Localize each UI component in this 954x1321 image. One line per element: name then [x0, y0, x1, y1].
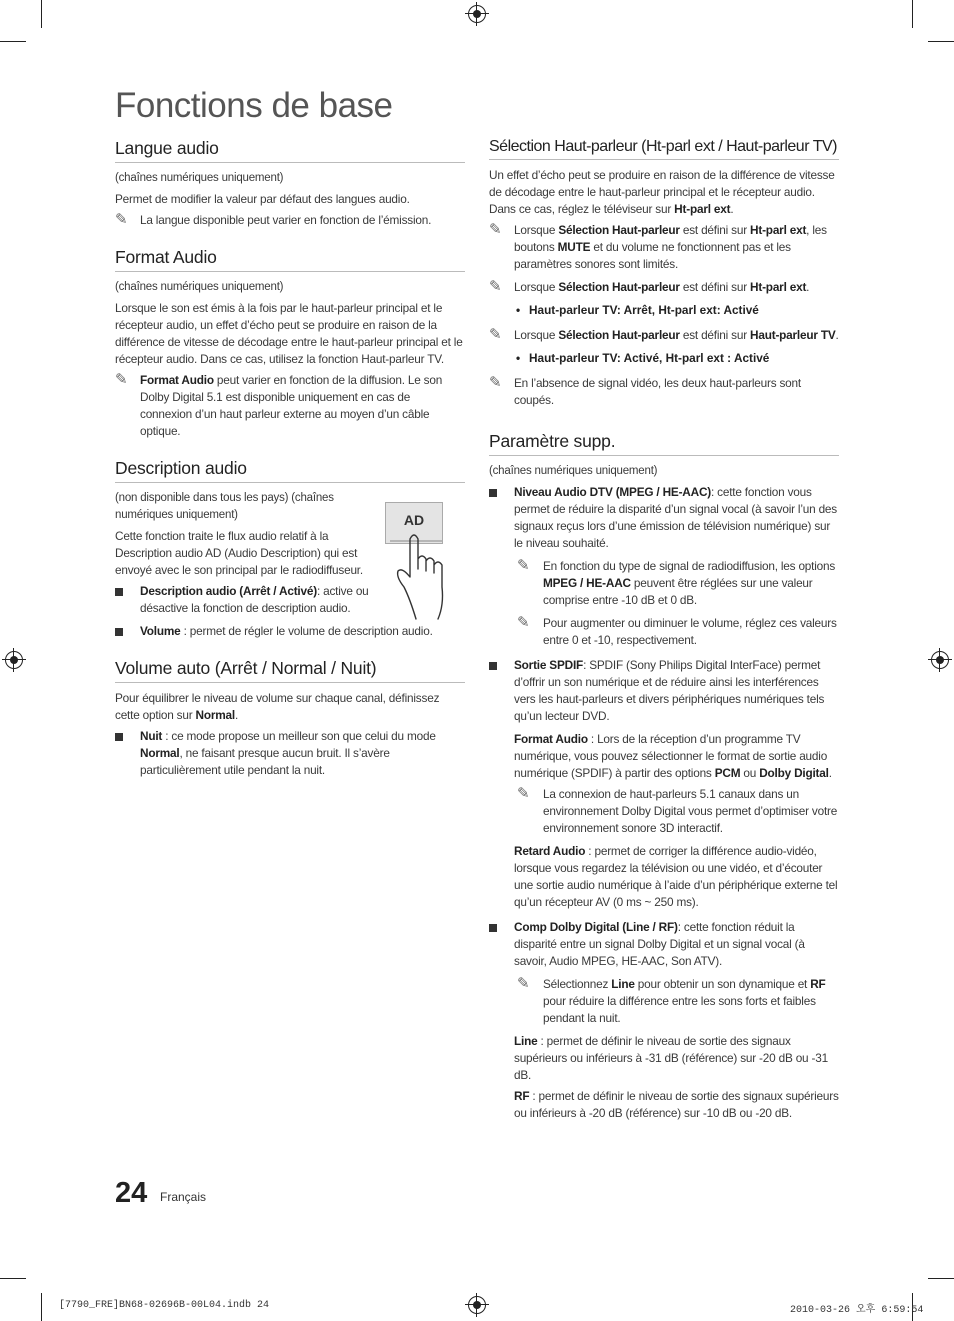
pencil-icon: ✎: [517, 975, 530, 992]
square-bullet-icon: [489, 489, 497, 497]
scope-text: (chaînes numériques uniquement): [115, 281, 284, 293]
square-bullet-icon: [115, 588, 123, 596]
pencil-icon: ✎: [517, 614, 530, 631]
note: ✎ Pour augmenter ou diminuer le volume, réglez ces valeurs entre 0 et -10, respectivement.: [517, 614, 837, 647]
left-column: [115, 138, 465, 797]
sub-item-text: Retard Audio : permet de corriger la différence audio-vidéo, lorsque vous regardez la télévision ou une vidéo, et d’écouter une sortie audio numérique à l’aide d’un périphérique externe tel qu’un récepteur AV (0 ms ~ 250 ms).: [514, 844, 838, 909]
square-bullet-icon: [489, 924, 497, 932]
note: ✎ Sélectionnez Line pour obtenir un son dynamique et RF pour réduire la différence entre les sons forts et faibles pendant la nuit.: [517, 975, 826, 1025]
registration-mark-icon: [5, 651, 23, 669]
scope-text: (chaînes numériques uniquement): [115, 172, 284, 184]
page-language: Français: [160, 1190, 207, 1204]
sub-item-text: RF : permet de définir le niveau de sortie des signaux supérieurs ou inférieurs à -20 dB (référence) sur -10 dB ou -20 dB.: [514, 1089, 839, 1120]
scope-text: (non disponible dans tous les pays) (chaînes numériques uniquement): [115, 492, 334, 521]
note: ✎ Lorsque Sélection Haut-parleur est défini sur Ht-parl ext, les boutons MUTE et du volume ne fonctionnent pas et les paramètres sonores sont limités.: [489, 221, 827, 271]
list-item: Sortie SPDIF: SPDIF (Sony Philips Digital InterFace) permet d’offrir un son numérique et de réduire ainsi les interférences vers les haut-parleurs et divers périphériques numériques tels qu’un lecteur DVD.: [489, 657, 839, 725]
right-column: [489, 138, 839, 1140]
pencil-icon: ✎: [517, 557, 530, 574]
footer-date: 2010-03-26 오후 6:59:54: [790, 1305, 924, 1316]
section-title: Description audio: [115, 458, 465, 483]
sub-item-text: Format Audio : Lors de la réception d’un programme TV numérique, vous pouvez sélectionner le format de sortie audio numérique (SPDIF) à partir des options PCM ou Dolby Digital.: [514, 732, 832, 780]
list-item: Niveau Audio DTV (MPEG / HE-AAC): cette fonction vous permet de réduire la disparité d’un signal vocal (à savoir l’un des signaux reçus lors d’une émission de télévision numérique) sur le niveau souhaité.: [489, 484, 839, 552]
page-title: Fonctions de base: [115, 86, 393, 125]
pencil-icon: ✎: [489, 278, 502, 295]
footer-file: [7790_FRE]BN68-02696B-00L04.indb 24: [59, 1300, 270, 1311]
hand-pointer-icon: [386, 527, 466, 627]
note: ✎ En fonction du type de signal de radiodiffusion, les options MPEG / HE-AAC peuvent être réglées sur une valeur comprise entre -10 dB et 0 dB.: [517, 557, 836, 607]
registration-mark-icon: [931, 651, 949, 669]
pencil-icon: ✎: [115, 371, 128, 388]
pencil-icon: ✎: [489, 374, 502, 391]
description-text: Lorsque le son est émis à la fois par le haut-parleur principal et le récepteur audio, un effet d’écho peut se produire en raison de la différence de vitesse de décodage entre le haut-parleur principal et le récepteur audio. Dans ce cas, utilisez la fonction Haut-parleur TV.: [115, 301, 463, 366]
section-title: Sélection Haut-parleur (Ht-parl ext / Haut-parleur TV): [489, 138, 839, 160]
list-item: • Haut-parleur TV: Activé, Ht-parl ext : Activé: [516, 351, 770, 365]
registration-mark-icon: [468, 5, 486, 23]
page-number: 24: [115, 1177, 148, 1209]
ad-button-icon: AD: [385, 502, 443, 544]
square-bullet-icon: [489, 662, 497, 670]
pencil-icon: ✎: [115, 211, 128, 228]
square-bullet-icon: [115, 628, 123, 636]
pencil-icon: ✎: [489, 221, 502, 238]
sub-item-text: Line : permet de définir le niveau de sortie des signaux supérieurs ou inférieurs à -31 dB (référence) sur -20 dB ou -31 dB.: [514, 1034, 828, 1082]
square-bullet-icon: [115, 733, 123, 741]
description-text: Pour équilibrer le niveau de volume sur chaque canal, définissez cette option sur Normal.: [115, 691, 440, 722]
list-item: Description audio (Arrêt / Activé): active ou désactive la fonction de description audio.: [115, 583, 375, 617]
note: ✎ La langue disponible peut varier en fonction de l’émission.: [115, 211, 432, 228]
section-title: Format Audio: [115, 247, 465, 272]
section-volume-auto: [115, 658, 465, 779]
scope-text: (chaînes numériques uniquement): [489, 465, 658, 477]
registration-mark-icon: [468, 1296, 486, 1314]
crop-mark: [928, 1278, 954, 1279]
section-selection-haut-parleur: [489, 138, 839, 409]
crop-mark: [928, 41, 954, 42]
section-title: Paramètre supp.: [489, 431, 839, 456]
description-text: Un effet d’écho peut se produire en raison de la différence de vitesse de décodage entre le haut-parleur principal et le récepteur audio. Dans ce cas, réglez le téléviseur sur Ht-parl ext.: [489, 168, 835, 216]
list-item: Nuit : ce mode propose un meilleur son que celui du mode Normal, ne faisant presque aucun bruit. Il s’avère particulièrement utile pendant la nuit.: [115, 728, 465, 779]
note: ✎ Lorsque Sélection Haut-parleur est défini sur Ht-parl ext.: [489, 278, 810, 295]
pencil-icon: ✎: [517, 785, 530, 802]
list-item: • Haut-parleur TV: Arrêt, Ht-parl ext: Activé: [516, 303, 759, 317]
section-title: Volume auto (Arrêt / Normal / Nuit): [115, 658, 465, 683]
note: ✎ En l’absence de signal vidéo, les deux haut-parleurs sont coupés.: [489, 374, 801, 407]
section-parametre-supp: [489, 431, 839, 1122]
section-langue-audio: [115, 138, 465, 229]
crop-mark: [41, 1293, 42, 1321]
list-item: Volume : permet de régler le volume de description audio.: [115, 623, 465, 640]
description-text: Cette fonction traite le flux audio relatif à la Description audio AD (Audio Description) qui est envoyé avec le son principal par le radiodiffuseur.: [115, 529, 363, 577]
crop-mark: [0, 41, 26, 42]
pencil-icon: ✎: [489, 326, 502, 343]
section-title: Langue audio: [115, 138, 465, 163]
description-text: Permet de modifier la valeur par défaut des langues audio.: [115, 192, 410, 206]
note: ✎ Lorsque Sélection Haut-parleur est défini sur Haut-parleur TV.: [489, 326, 839, 343]
note: ✎ Format Audio peut varier en fonction de la diffusion. Le son Dolby Digital 5.1 est disponible uniquement en cas de connexion d’un haut parleur externe au moyen d’un câble optique.: [115, 371, 443, 438]
crop-mark: [0, 1278, 26, 1279]
section-format-audio: [115, 247, 465, 440]
crop-mark: [41, 0, 42, 28]
note: ✎ La connexion de haut-parleurs 5.1 canaux dans un environnement Dolby Digital vous permet d’optimiser votre environnement sonore 3D interactif.: [517, 785, 838, 835]
crop-mark: [912, 0, 913, 28]
list-item: Comp Dolby Digital (Line / RF): cette fonction réduit la disparité entre un signal Dolby Digital et un signal vocal (à savoir, Audio MPEG, HE-AAC, Son ATV).: [489, 919, 839, 970]
